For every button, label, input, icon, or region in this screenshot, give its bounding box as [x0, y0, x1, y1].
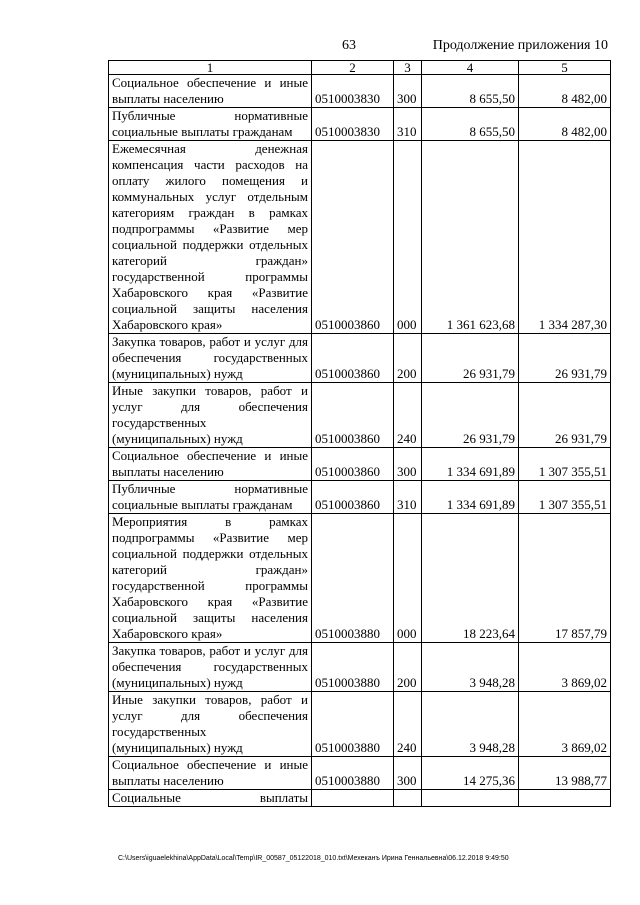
row-name-cell: Мероприятия в рамках подпрограммы «Развитие мер социальной поддержки отдельных категорий граждан» государственной программы Хабаровского края «Развитие социальной защиты населения Хабаровского края» [109, 514, 312, 643]
amount-year1-cell: 1 361 623,68 [422, 141, 519, 334]
target-code-cell: 0510003860 [312, 141, 394, 334]
target-code-cell: 0510003860 [312, 383, 394, 448]
amount-year2-cell: 26 931,79 [519, 334, 611, 383]
target-code-cell: 0510003860 [312, 481, 394, 514]
row-name-cell: Иные закупки товаров, работ и услуг для обеспечения государственных (муниципальных) нужд [109, 383, 312, 448]
empty-cell [519, 790, 611, 807]
table-row [109, 75, 611, 108]
row-name-cell: Закупка товаров, работ и услуг для обеспечения государственных (муниципальных) нужд [109, 334, 312, 383]
expense-type-cell: 240 [394, 692, 422, 757]
page-number: 63 [342, 38, 356, 53]
amount-year2-cell: 8 482,00 [519, 75, 611, 108]
target-code-cell: 0510003880 [312, 643, 394, 692]
table-row [109, 643, 611, 692]
row-name-cell: Социальное обеспечение и иные выплаты населению [109, 75, 312, 108]
file-path-footer: C:\Users\iguaelekhina\AppData\Local\Temp\IR_00587_05122018_010.txt\Мехеканъ Ирина Геннальевна\06.12.2018 9:49:50 [118, 855, 509, 862]
target-code-cell: 0510003880 [312, 514, 394, 643]
expense-type-cell: 000 [394, 514, 422, 643]
amount-year1-cell: 3 948,28 [422, 643, 519, 692]
expense-type-cell: 310 [394, 108, 422, 141]
row-name-cell: Публичные нормативные социальные выплаты гражданам [109, 108, 312, 141]
amount-year2-cell: 3 869,02 [519, 643, 611, 692]
amount-year1-cell: 1 334 691,89 [422, 481, 519, 514]
empty-cell [394, 790, 422, 807]
table-row [109, 141, 611, 334]
amount-year2-cell: 26 931,79 [519, 383, 611, 448]
amount-year2-cell: 17 857,79 [519, 514, 611, 643]
expense-type-cell: 300 [394, 75, 422, 108]
appendix-reference: Продолжение приложения 10 [432, 38, 608, 53]
row-name-cell: Социальные выплаты [109, 790, 312, 807]
table-row [109, 108, 611, 141]
column-header: 3 [394, 61, 422, 75]
target-code-cell: 0510003830 [312, 108, 394, 141]
amount-year1-cell: 3 948,28 [422, 692, 519, 757]
amount-year1-cell: 18 223,64 [422, 514, 519, 643]
table-row [109, 383, 611, 448]
expense-type-cell: 240 [394, 383, 422, 448]
expense-type-cell: 200 [394, 643, 422, 692]
column-header: 4 [422, 61, 519, 75]
expense-type-cell: 000 [394, 141, 422, 334]
target-code-cell: 0510003830 [312, 75, 394, 108]
target-code-cell: 0510003880 [312, 692, 394, 757]
amount-year1-cell: 26 931,79 [422, 383, 519, 448]
budget-table [108, 60, 611, 807]
amount-year2-cell: 13 988,77 [519, 757, 611, 790]
target-code-cell: 0510003860 [312, 334, 394, 383]
amount-year2-cell: 1 307 355,51 [519, 448, 611, 481]
amount-year1-cell: 1 334 691,89 [422, 448, 519, 481]
row-name-cell: Социальное обеспечение и иные выплаты населению [109, 448, 312, 481]
target-code-cell: 0510003880 [312, 757, 394, 790]
amount-year2-cell: 8 482,00 [519, 108, 611, 141]
row-name-cell: Публичные нормативные социальные выплаты гражданам [109, 481, 312, 514]
column-header: 2 [312, 61, 394, 75]
table-row [109, 481, 611, 514]
table-row [109, 448, 611, 481]
table-row [109, 334, 611, 383]
amount-year2-cell: 3 869,02 [519, 692, 611, 757]
row-name-cell: Закупка товаров, работ и услуг для обеспечения государственных (муниципальных) нужд [109, 643, 312, 692]
table-row [109, 757, 611, 790]
amount-year2-cell: 1 307 355,51 [519, 481, 611, 514]
expense-type-cell: 300 [394, 448, 422, 481]
expense-type-cell: 310 [394, 481, 422, 514]
table-row-partial [109, 790, 611, 807]
expense-type-cell: 200 [394, 334, 422, 383]
column-number-header [109, 61, 611, 75]
amount-year1-cell: 8 655,50 [422, 75, 519, 108]
column-header: 5 [519, 61, 611, 75]
column-header: 1 [109, 61, 312, 75]
row-name-cell: Ежемесячная денежная компенсация части расходов на оплату жилого помещения и коммунальных услуг отдельным категориям граждан в рамках подпрограммы «Развитие мер социальной поддержки отдельных категорий граждан» государственной программы Хабаровского края «Развитие социальной защиты населения Хабаровского края» [109, 141, 312, 334]
empty-cell [312, 790, 394, 807]
amount-year1-cell: 26 931,79 [422, 334, 519, 383]
table-row [109, 514, 611, 643]
amount-year1-cell: 14 275,36 [422, 757, 519, 790]
row-name-cell: Социальное обеспечение и иные выплаты населению [109, 757, 312, 790]
row-name-cell: Иные закупки товаров, работ и услуг для обеспечения государственных (муниципальных) нужд [109, 692, 312, 757]
amount-year2-cell: 1 334 287,30 [519, 141, 611, 334]
empty-cell [422, 790, 519, 807]
expense-type-cell: 300 [394, 757, 422, 790]
amount-year1-cell: 8 655,50 [422, 108, 519, 141]
target-code-cell: 0510003860 [312, 448, 394, 481]
table-row [109, 692, 611, 757]
